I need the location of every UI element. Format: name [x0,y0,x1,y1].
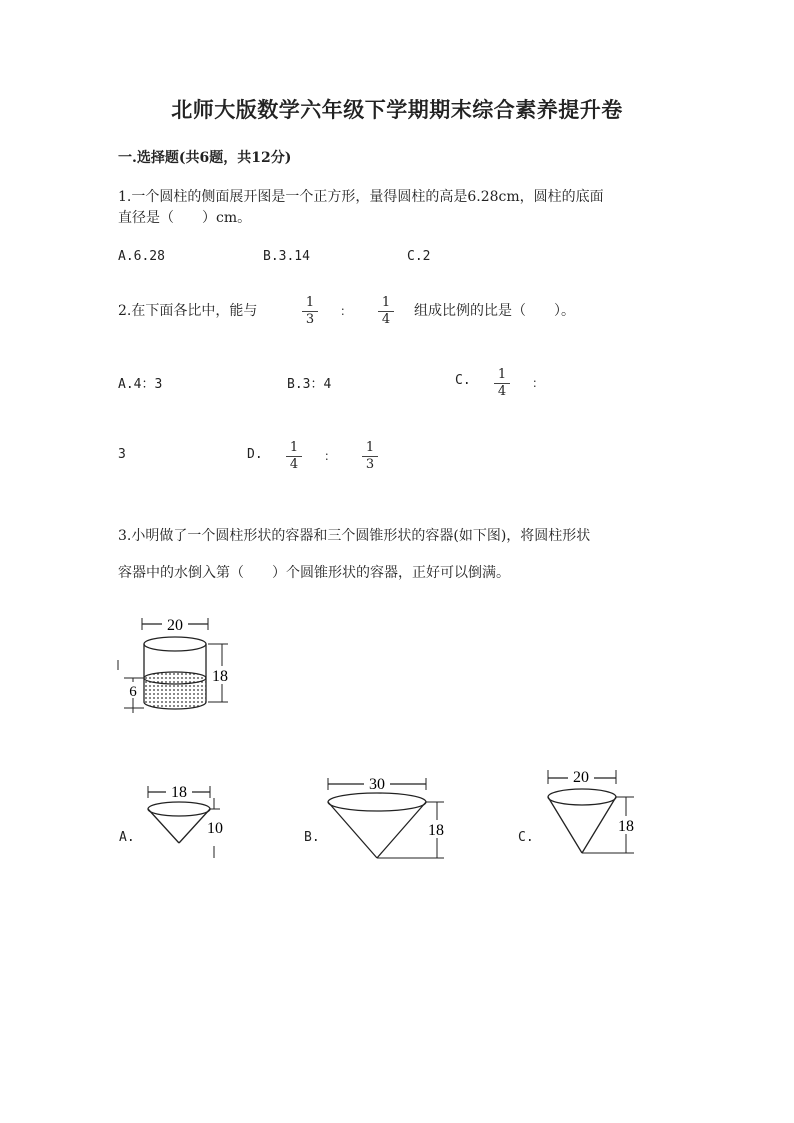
cone-c-label: C. [518,830,534,845]
q2-option-d-fraction-1 [286,440,302,473]
q2-option-d-fraction-2 [362,440,378,473]
q2-option-c-tail: 3 [118,447,126,462]
q2-option-c-fraction [494,367,510,400]
q1-option-c: C.2 [407,249,431,264]
q1-option-b: B.3.14 [263,249,310,264]
fraction-numerator: 1 [378,295,394,312]
cylinder-water-label: 6 [129,684,137,700]
cylinder-figure [116,612,246,722]
q1-line2: 直径是（ ）cm。 [118,210,252,226]
q2-fraction-1 [302,295,318,328]
cone-b-diameter-label: 30 [369,776,385,793]
fraction-numerator: 1 [494,367,510,384]
cone-a-figure [140,780,230,860]
q1-option-a: A.6.28 [118,249,165,264]
cone-b-label: B. [304,830,320,845]
cone-c-diameter-label: 20 [573,769,589,786]
fraction-denominator: 4 [381,312,391,327]
q2-colon: ： [340,304,353,318]
fraction-denominator: 4 [289,457,299,472]
q2-option-c-colon: ： [532,376,545,390]
q3-line2: 容器中的水倒入第（ ）个圆锥形状的容器，正好可以倒满。 [118,565,510,581]
q3-line1: 3.小明做了一个圆柱形状的容器和三个圆锥形状的容器(如下图)，将圆柱形状 [118,528,591,544]
fraction-numerator: 1 [286,440,302,457]
fraction-denominator: 3 [365,457,375,472]
q2-fraction-2 [378,295,394,328]
cone-c-height-label: 18 [618,818,634,835]
cylinder-height-label: 18 [212,668,228,685]
cone-c-figure [540,764,640,860]
q2-option-d-colon: ： [324,449,337,463]
cone-b-height-label: 18 [428,822,444,839]
q2-prefix: 2.在下面各比中，能与 [118,303,258,319]
q2-option-b: B.3：4 [287,377,332,392]
fraction-denominator: 4 [497,384,507,399]
q2-option-c-label: C. [455,373,471,388]
cone-a-label: A. [119,830,135,845]
cone-b-figure [320,772,450,864]
section-heading: 一.选择题(共6题，共12分) [118,150,292,166]
fraction-denominator: 3 [305,312,315,327]
q2-option-a: A.4：3 [118,377,163,392]
cylinder-diameter-label: 20 [167,617,183,634]
fraction-numerator: 1 [362,440,378,457]
q2-suffix: 组成比例的比是（ ）。 [414,303,575,319]
page-title: 北师大版数学六年级下学期期末综合素养提升卷 [171,97,623,122]
cone-a-diameter-label: 18 [171,784,187,801]
fraction-numerator: 1 [302,295,318,312]
cone-a-height-label: 10 [207,820,223,837]
q2-option-d-label: D. [247,447,263,462]
q1-line1: 1.一个圆柱的侧面展开图是一个正方形，量得圆柱的高是6.28cm，圆柱的底面 [118,189,604,205]
